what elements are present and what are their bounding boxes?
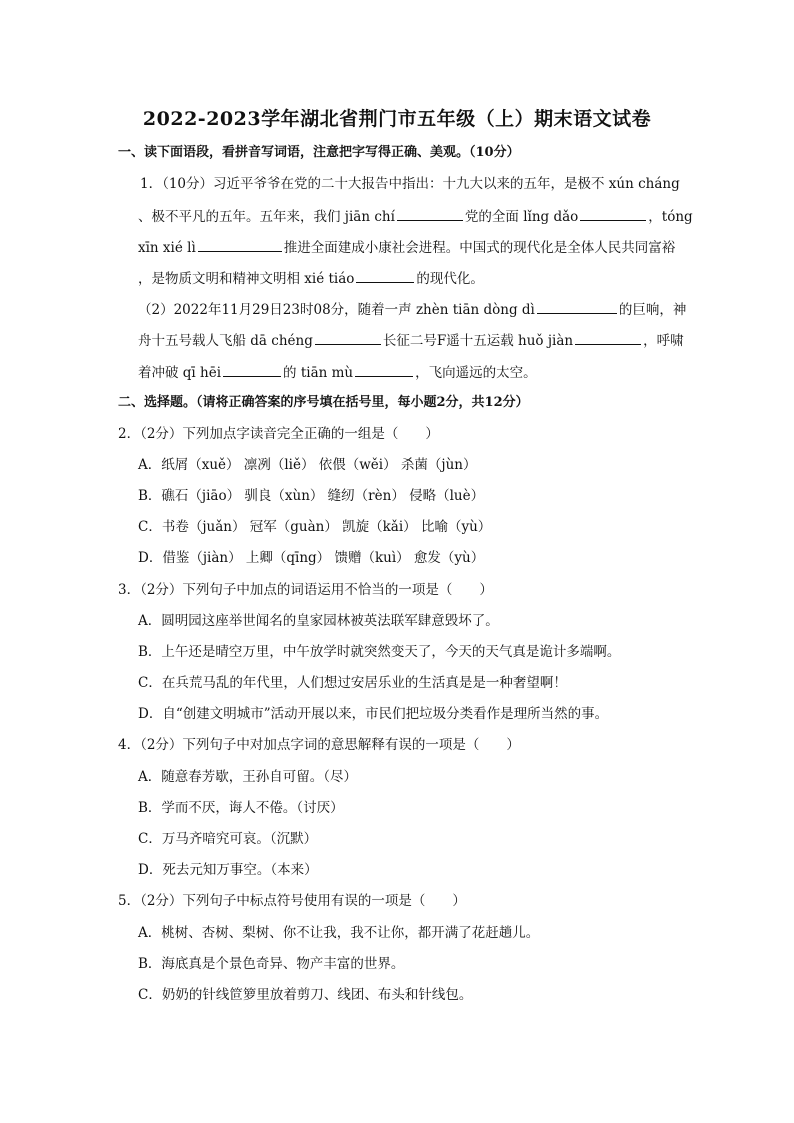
answer-blank[interactable] bbox=[223, 362, 281, 377]
q1-text: 的 tiān mù bbox=[283, 365, 354, 381]
answer-blank[interactable] bbox=[397, 206, 463, 221]
q1-text: 舟十五号载人飞船 dā chéng bbox=[138, 333, 313, 349]
q1-line-7 bbox=[138, 362, 537, 383]
q1-text: 的巨响，神 bbox=[618, 302, 687, 318]
q1-text: 着冲破 qī hēi bbox=[138, 365, 222, 381]
q1-text: 1．（10分）习近平爷爷在党的二十大报告中指出：十九大以来的五年，是极不 xún cháng bbox=[140, 176, 680, 192]
q1-text: ，呼啸 bbox=[643, 333, 684, 349]
q5-option-c[interactable]: C．奶奶的针线笸箩里放着剪刀、线团、布头和针线包。 bbox=[138, 987, 473, 1003]
q1-line-3 bbox=[138, 237, 675, 258]
q1-text: ，飞向遥远的太空。 bbox=[415, 365, 537, 381]
q3-option-c[interactable]: C．在兵荒马乱的年代里，人们想过安居乐业的生活真是是一种奢望啊！ bbox=[138, 675, 567, 691]
section-1-heading: 一、读下面语段，看拼音写词语，注意把字写得正确、美观。（10分） bbox=[118, 145, 520, 160]
q2-option-c[interactable]: C．书卷（juǎn） 冠军（guàn） 凯旋（kǎi） 比喻（yù） bbox=[138, 519, 492, 535]
q3-option-b[interactable]: B．上午还是晴空万里，中午放学时就突然变天了，今天的天气真是诡计多端啊。 bbox=[138, 644, 621, 660]
q2-stem: 2．（2分）下列加点字读音完全正确的一组是（ ） bbox=[118, 426, 439, 442]
q1-text: 推进全面建成小康社会进程。中国式的现代化是全体人民共同富裕 bbox=[283, 240, 676, 256]
answer-blank[interactable] bbox=[580, 206, 646, 221]
q1-text: 党的全面 lǐng dǎo bbox=[464, 209, 579, 225]
q1-line-1 bbox=[140, 174, 680, 194]
q1-line-6 bbox=[138, 330, 684, 351]
q1-text: 的现代化。 bbox=[416, 271, 484, 287]
answer-blank[interactable] bbox=[356, 268, 414, 283]
q4-option-d[interactable]: D．死去元知万事空。（本来） bbox=[138, 862, 318, 878]
answer-blank[interactable] bbox=[537, 299, 617, 314]
q1-line-5 bbox=[138, 299, 686, 320]
q3-stem: 3．（2分）下列句子中加点的词语运用不恰当的一项是（ ） bbox=[118, 582, 493, 598]
q1-text: ，tóng bbox=[648, 209, 693, 225]
q4-option-b[interactable]: B．学而不厌，诲人不倦。（讨厌） bbox=[138, 800, 344, 816]
q5-stem: 5．（2分）下列句子中标点符号使用有误的一项是（ ） bbox=[118, 893, 466, 909]
q1-text: （2）2022年11月29日23时08分，随着一声 zhèn tiān dòng dì bbox=[138, 302, 535, 318]
answer-blank[interactable] bbox=[575, 330, 641, 345]
q1-text: 长征二号F遥十五运载 huǒ jiàn bbox=[382, 333, 574, 349]
q1-line-4 bbox=[138, 268, 484, 289]
q2-option-b[interactable]: B．礁石（jiāo） 驯良（xùn） 缝纫（rèn） 侵略（luè） bbox=[138, 488, 485, 504]
q2-option-a[interactable]: A．纸屑（xuě） 凛冽（liě） 依偎（wěi） 杀菌（jùn） bbox=[138, 457, 477, 473]
q5-option-b[interactable]: B．海底真是个景色奇异、物产丰富的世界。 bbox=[138, 956, 405, 972]
answer-blank[interactable] bbox=[315, 330, 381, 345]
q2-option-d[interactable]: D．借鉴（jiàn） 上卿（qīng） 馈赠（kuì） 愈发（yù） bbox=[138, 550, 485, 566]
section-2-heading: 二、选择题。（请将正确答案的序号填在括号里，每小题2分，共12分） bbox=[118, 395, 529, 410]
answer-blank[interactable] bbox=[355, 362, 413, 377]
q1-text: ，是物质文明和精神文明相 xié tiáo bbox=[138, 271, 355, 287]
page-title: 2022-2023学年湖北省荆门市五年级（上）期末语文试卷 bbox=[142, 108, 652, 130]
q3-option-a[interactable]: A．圆明园这座举世闻名的皇家园林被英法联军肆意毁坏了。 bbox=[138, 613, 499, 629]
q4-option-a[interactable]: A．随意春芳歇，王孙自可留。（尽） bbox=[138, 769, 357, 785]
q1-text: xīn xié lì bbox=[138, 240, 196, 256]
q4-option-c[interactable]: C．万马齐喑究可哀。（沉默） bbox=[138, 831, 318, 847]
q3-option-d[interactable]: D．自“创建文明城市”活动开展以来，市民们把垃圾分类看作是理所当然的事。 bbox=[138, 706, 609, 722]
answer-blank[interactable] bbox=[198, 237, 282, 252]
q4-stem: 4．（2分）下列句子中对加点字词的意思解释有误的一项是（ ） bbox=[118, 737, 520, 753]
q5-option-a[interactable]: A．桃树、杏树、梨树、你不让我，我不让你，都开满了花赶趟儿。 bbox=[138, 925, 540, 941]
q1-text: 、极不平凡的五年。五年来，我们 jiān chí bbox=[138, 209, 395, 225]
q1-line-2 bbox=[138, 206, 693, 227]
